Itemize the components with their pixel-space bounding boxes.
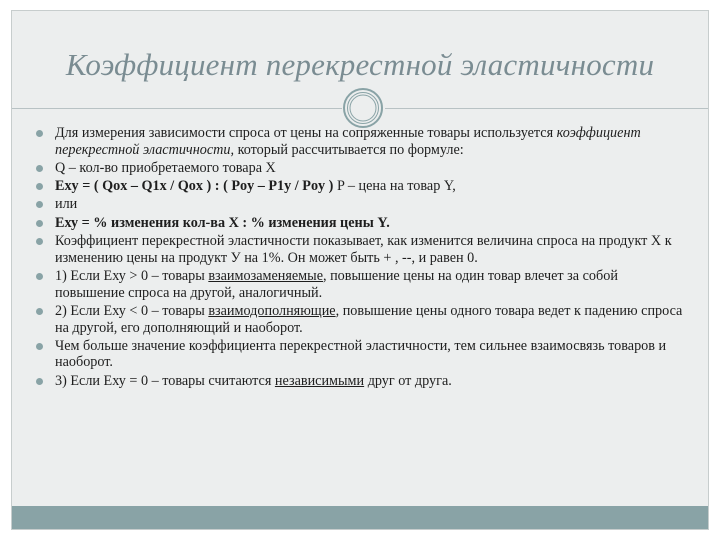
slide-title: Коэффициент перекрестной эластичности (65, 47, 655, 82)
title-area (12, 11, 708, 97)
bullet-icon (36, 183, 43, 190)
bullet-icon (36, 201, 43, 208)
list-item: Коэффициент перекрестной эластичности показывает, как изменится величина спроса на продукт X к изменению цены на продукт У на 1%. Он может быть + , --, и равен 0. (33, 233, 690, 267)
bullet-icon (36, 273, 43, 280)
formula-percent: Еху = % изменения кол-ва Х : % изменения цены Y. (55, 214, 390, 231)
slide-content (33, 125, 690, 391)
title-divider-right (385, 108, 708, 109)
list-item: или (33, 196, 690, 213)
formula: Exy = ( Qox – Q1x / Qox ) : ( Poy – P1y / Poy ) (55, 178, 334, 195)
bullet-icon (36, 165, 43, 172)
list-item: Exy = ( Qox – Q1x / Qox ) : ( Poy – P1y / Poy ) P – цена на товар Y, (33, 178, 690, 195)
bullet-icon (36, 378, 43, 385)
bullet-icon (36, 343, 43, 350)
list-item: 2) Если Еху < 0 – товары взаимодополняющие, повышение цены одного товара ведет к падению спроса на другой, его дополняющий и наоборот. (33, 303, 690, 337)
circle-ornament-icon (342, 87, 384, 129)
bullet-icon (36, 238, 43, 245)
list-item: Q – кол-во приобретаемого товара Х (33, 160, 690, 177)
list-item: 3) Если Еху = 0 – товары считаются независимыми друг от друга. (33, 373, 690, 390)
slide (11, 10, 709, 530)
bullet-icon (36, 308, 43, 315)
list-item: Чем больше значение коэффициента перекрестной эластичности, тем сильнее взаимосвязь товаров и наоборот. (33, 338, 690, 372)
underlined-term: независимыми (274, 372, 365, 389)
bullet-list (33, 125, 690, 389)
italic-term: коэффициент перекрестной эластичности, (55, 125, 641, 158)
list-item (33, 215, 690, 232)
underlined-term: взаимодополняющие (208, 302, 336, 319)
title-divider-left (12, 108, 342, 109)
bottom-bar (12, 506, 708, 529)
underlined-term: взаимозаменяемые (208, 267, 323, 284)
bullet-icon (36, 220, 43, 227)
list-item: Для измерения зависимости спроса от цены на сопряженные товары используется коэффициент перекрестной эластичности, который рассчитывается по формуле: (33, 125, 690, 159)
list-item: 1) Если Еху > 0 – товары взаимозаменяемые, повышение цены на один товар влечет за собой повышение спроса на другой, аналогичный. (33, 268, 690, 302)
bullet-icon (36, 130, 43, 137)
